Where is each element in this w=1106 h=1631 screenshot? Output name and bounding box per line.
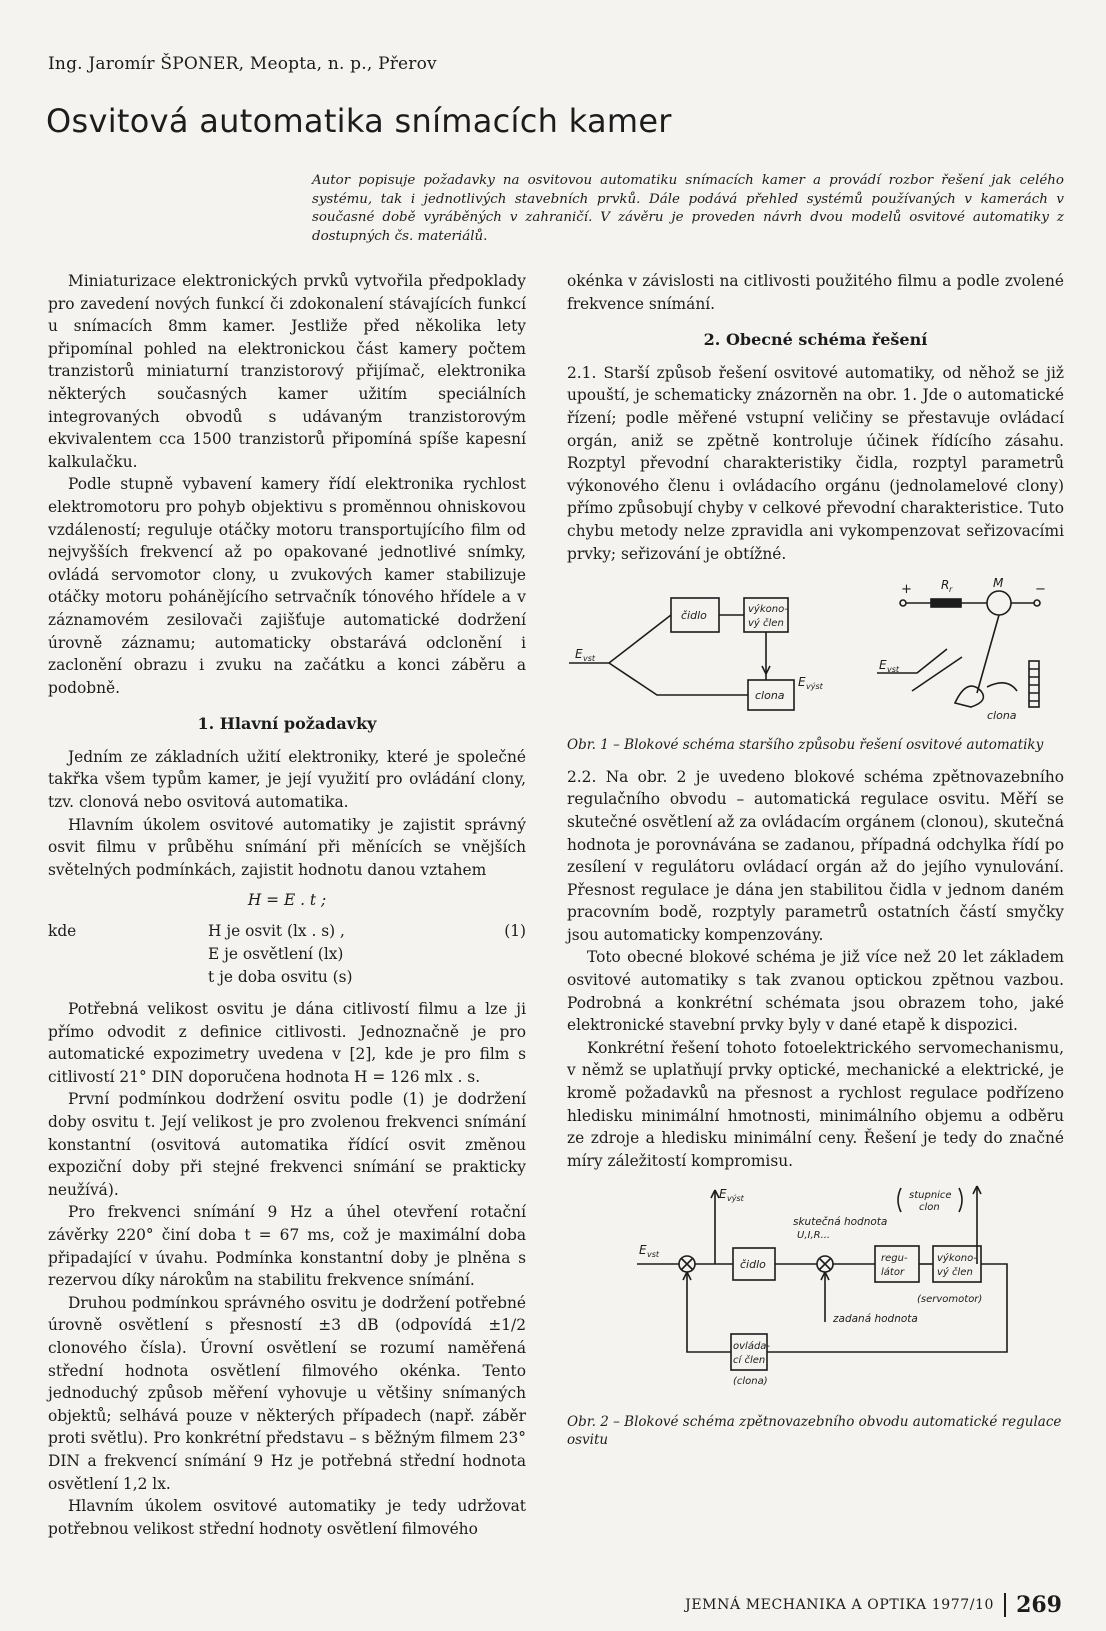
skutecna-label-2: U,I,R... bbox=[797, 1230, 831, 1242]
vykon-label-2: vý člen bbox=[937, 1267, 973, 1279]
stupnice-label-1: stupnice bbox=[909, 1190, 952, 1202]
journal-name: JEMNÁ MECHANIKA A OPTIKA 1977/10 bbox=[685, 1597, 995, 1613]
m-label: M bbox=[993, 576, 1004, 591]
skutecna-label-1: skutečná hodnota bbox=[793, 1216, 888, 1229]
regulator-label-1: regu- bbox=[881, 1253, 908, 1265]
e-vst-sub: vst bbox=[583, 654, 596, 664]
e-vst-sub: vst bbox=[647, 1250, 660, 1260]
mixer-2-cross bbox=[819, 1258, 831, 1270]
section-heading: 2. Obecné schéma řešení bbox=[703, 330, 928, 350]
regulator-label-2: látor bbox=[881, 1267, 905, 1279]
ovladaci-label-2: cí člen bbox=[733, 1355, 766, 1367]
minus-label: − bbox=[1035, 582, 1046, 598]
terminal-plus bbox=[900, 600, 906, 606]
figure-2-diagram bbox=[567, 1180, 1064, 1400]
paragraph: Pro frekvenci snímání 9 Hz a úhel otevření rotační závěrky 220° činí doba t = 67 ms, což je maximální doba připadající v úvahu. Podmínka konstantní doby je plněna s rezervou díky nárokům na stabilitu frekvence snímání. bbox=[48, 1203, 526, 1290]
paragraph: Miniaturizace elektronických prvků vytvořila předpoklady pro zavedení nových funkcí či zdokonalení stávajících funkcí u snímacích 8mm kamer. Jestliže před několika lety připomínal pohled na elektronickou část kamery počtem tranzistorů miniaturní tranzistorový přijímač, elektronika některých současných kamer užitím speciálních integrovaných obvodů s udávaným tranzistorovým ekvivalentem cca 1500 tranzistorů připomíná spíše kapesní kalkulačku. bbox=[48, 272, 526, 471]
clona-label-2: clona bbox=[987, 709, 1017, 723]
zadana-label: zadaná hodnota bbox=[833, 1313, 918, 1326]
paragraph: První podmínkou dodržení osvitu podle (1) je dodržení doby osvitu t. Její velikost je pro zvolenou frekvenci snímání konstantní (osvitová automatika řídící osvit změnou expoziční doby při stejné frekvenci snímání se prakticky neužívá). bbox=[48, 1090, 526, 1199]
paragraph: Hlavním úkolem osvitové automatiky je tedy udržovat potřebnou velikost střední hodnoty osvětlení filmového bbox=[48, 1497, 526, 1538]
clona-blade bbox=[955, 686, 983, 707]
stupnice-label-2: clon bbox=[919, 1202, 940, 1214]
mixer-1-cross bbox=[681, 1258, 693, 1270]
paragraph: Druhou podmínkou správného osvitu je dodržení potřebné úrovně osvětlení s přesností ±3 dB (odpovídá ±1/2 clonového čísla). Úrovní osvětlení se rozumí naměřená střední hodnota osvětlení filmového okénka. Tento jednoduchý způsob měření vyhovuje u většiny snímaných objektů; selhává pouze v některých případech (např. záběr proti světlu). Pro konkrétní představu – s běžným filmem 23° DIN a frekvencí snímání 9 Hz je potřebná střední hodnota osvětlení 1,2 lx. bbox=[48, 1293, 526, 1493]
figure-1-diagram bbox=[567, 573, 1064, 723]
photoresistor bbox=[931, 599, 961, 607]
page-number: 269 bbox=[1016, 1592, 1062, 1618]
definition-h: H je osvit (lx . s) , bbox=[208, 922, 345, 941]
left-column bbox=[48, 270, 526, 1540]
e-vyst-label: E bbox=[719, 1187, 727, 1202]
light-out bbox=[987, 683, 1017, 691]
input-branch-bottom bbox=[609, 663, 748, 695]
definition-e: E je osvětlení (lx) bbox=[208, 945, 344, 964]
e-vst-label: E bbox=[575, 647, 583, 662]
paragraph: Potřebná velikost osvitu je dána citlivostí filmu a lze ji přímo odvodit z definice citlivosti. Jednoznačně je pro automatické expozimetry uvedena v [2], kde je pro film s citlivostí 21° DIN doporučena hodnota H = 126 mlx . s. bbox=[48, 1000, 526, 1086]
paragraph: 2.2. Na obr. 2 je uvedeno blokové schéma zpětnovazebního regulačního obvodu – automatická regulace osvitu. Měří se skutečné osvětlení až za ovládacím orgánem (clonou), skutečná hodnota je porovnávána se zadanou, případná odchylka řídí po zesílení v regulátoru ovládací orgán až do jejího vynulování. Přesnost regulace je dána jen stabilitou čidla v jednom daném pracovním bodě, rozptyly parametrů ostatních částí smyčky jsou automaticky kompenzovány. bbox=[567, 767, 1064, 944]
figure-1 bbox=[567, 573, 1064, 730]
rr-sub: r bbox=[949, 585, 953, 595]
terminal-minus bbox=[1034, 600, 1040, 606]
section-heading: 1. Hlavní požadavky bbox=[197, 714, 377, 734]
figure-2 bbox=[567, 1180, 1064, 1407]
motor bbox=[987, 591, 1011, 615]
vykon-label-1: výkono- bbox=[937, 1253, 977, 1265]
paragraph: 2.1. Starší způsob řešení osvitové automatiky, od něhož se již upouští, je schematicky znázorněn na obr. 1. Jde o automatické řízení; podle měřené vstupní veličiny se přestavuje ovládací orgán, aniž se zpětně kontroluje účinek řídícího zásahu. Rozptyl převodní charakteristiky čidla, rozptyl parametrů výkonového členu i ovládacího orgánu (jednolamelové clony) přímo způsobují chyby v celkové převodní charakteristice. Tuto chybu metody nelze zpravidla ani vykompenzovat seřizovacími prvky; seřizování je obtížné. bbox=[567, 363, 1064, 563]
servomotor-label: (servomotor) bbox=[917, 1294, 983, 1306]
paragraph: Hlavním úkolem osvitové automatiky je zajistit správný osvit filmu v průběhu snímání při měnících se vnějších světelných podmínkách, zajistit hodnotu danou vztahem bbox=[48, 815, 526, 879]
formula: H = E . t ; bbox=[247, 891, 327, 910]
page-footer bbox=[685, 1592, 1062, 1618]
feedback-return bbox=[687, 1272, 731, 1352]
paragraph: Toto obecné blokové schéma je již více než 20 let základem osvitové automatiky s tak zvanou optickou zpětnou vazbou. Podrobná a konkrétní schémata jsou obrazem toho, jaké elektronické stavební prvky byly v dané etapě k dispozici. bbox=[567, 948, 1064, 1035]
film-window bbox=[1029, 661, 1039, 707]
film-perforation bbox=[1029, 669, 1039, 701]
cidlo-label: čidlo bbox=[740, 1258, 766, 1272]
paragraph: okénka v závislosti na citlivosti použitého filmu a podle zvolené frekvence snímání. bbox=[567, 272, 1064, 313]
ovladaci-label-1: ovláda- bbox=[733, 1341, 771, 1353]
figure-2-caption: Obr. 2 – Blokové schéma zpětnovazebního obvodu automatické regulace osvitu bbox=[567, 1414, 1062, 1448]
paragraph: Jedním ze základních užití elektroniky, které je společné takřka všem typům kamer, je její využití pro ovládání clony, tzv. clonová nebo osvitová automatika. bbox=[48, 747, 526, 812]
cidlo-label: čidlo bbox=[681, 609, 707, 623]
author-line: Ing. Jaromír ŠPONER, Meopta, n. p., Přerov bbox=[48, 54, 437, 74]
paragraph: Konkrétní řešení tohoto fotoelektrického servomechanismu, v němž se uplatňují prvky optické, mechanické a elektrické, je kromě požadavků na přesnost a rychlost regulace podřízeno hledisku minimální hmotnosti, minimálního objemu a odběru ze zdroje a hledisku minimální ceny. Řešení je tedy do značné míry záležitostí kompromisu. bbox=[567, 1038, 1064, 1170]
rr-label: R bbox=[941, 578, 950, 593]
e-vst-label-2: E bbox=[879, 658, 887, 673]
abstract: Autor popisuje požadavky na osvitovou automatiku snímacích kamer a provádí rozbor řešení jak celého systému, tak i jednotlivých stavebních prvků. Dále podává přehled systémů používaných v kamerách v současné době vyráběných v zahraničí. V závěru je proveden návrh dvou modelů osvitové automatiky z dostupných čs. materiálů. bbox=[312, 173, 1064, 244]
vykon-label-2: vý člen bbox=[748, 618, 784, 630]
e-vst-label: E bbox=[639, 1243, 647, 1258]
e-vyst-sub: výst bbox=[727, 1194, 744, 1204]
motor-shaft bbox=[977, 615, 999, 693]
paragraph: Podle stupně vybavení kamery řídí elektronika rychlost elektromotoru pro pohyb objektivu s proměnnou ohniskovou vzdáleností; reguluje otáčky motoru transportujícího film od nejvyšších frekvencí až po opakované jednotlivé snímky, ovládá servomotor clony, u zvukových kamer stabilizuje otáčky motoru pohánějícího setrvačník tónového hřídele a v záznamovém zesilovači zajišťuje automatické dodržení úrovně záznamu; automaticky obstarává odclonění i zaclonění obrazu i zvuku na začátku a konci záběru a podobně. bbox=[48, 475, 526, 697]
definition-t: t je doba osvitu (s) bbox=[208, 968, 353, 987]
equation-number: (1) bbox=[504, 922, 526, 941]
plus-label: + bbox=[901, 582, 912, 598]
right-column bbox=[567, 270, 1064, 1461]
clona-label: clona bbox=[755, 689, 785, 703]
article-title: Osvitová automatika snímacích kamer bbox=[46, 102, 672, 140]
kde-label: kde bbox=[48, 922, 77, 941]
footer-divider bbox=[1004, 1593, 1006, 1617]
figure-1-caption: Obr. 1 – Blokové schéma staršího způsobu řešení osvitové automatiky bbox=[567, 736, 1044, 753]
e-vyst-sub: výst bbox=[806, 682, 823, 692]
e-vst-sub-2: vst bbox=[887, 665, 900, 675]
formula-definitions bbox=[48, 916, 526, 990]
vykon-label-1: výkono- bbox=[748, 604, 788, 616]
e-vyst-label: E bbox=[798, 675, 806, 690]
clona-label: (clona) bbox=[733, 1376, 768, 1388]
light-ray bbox=[912, 657, 962, 691]
